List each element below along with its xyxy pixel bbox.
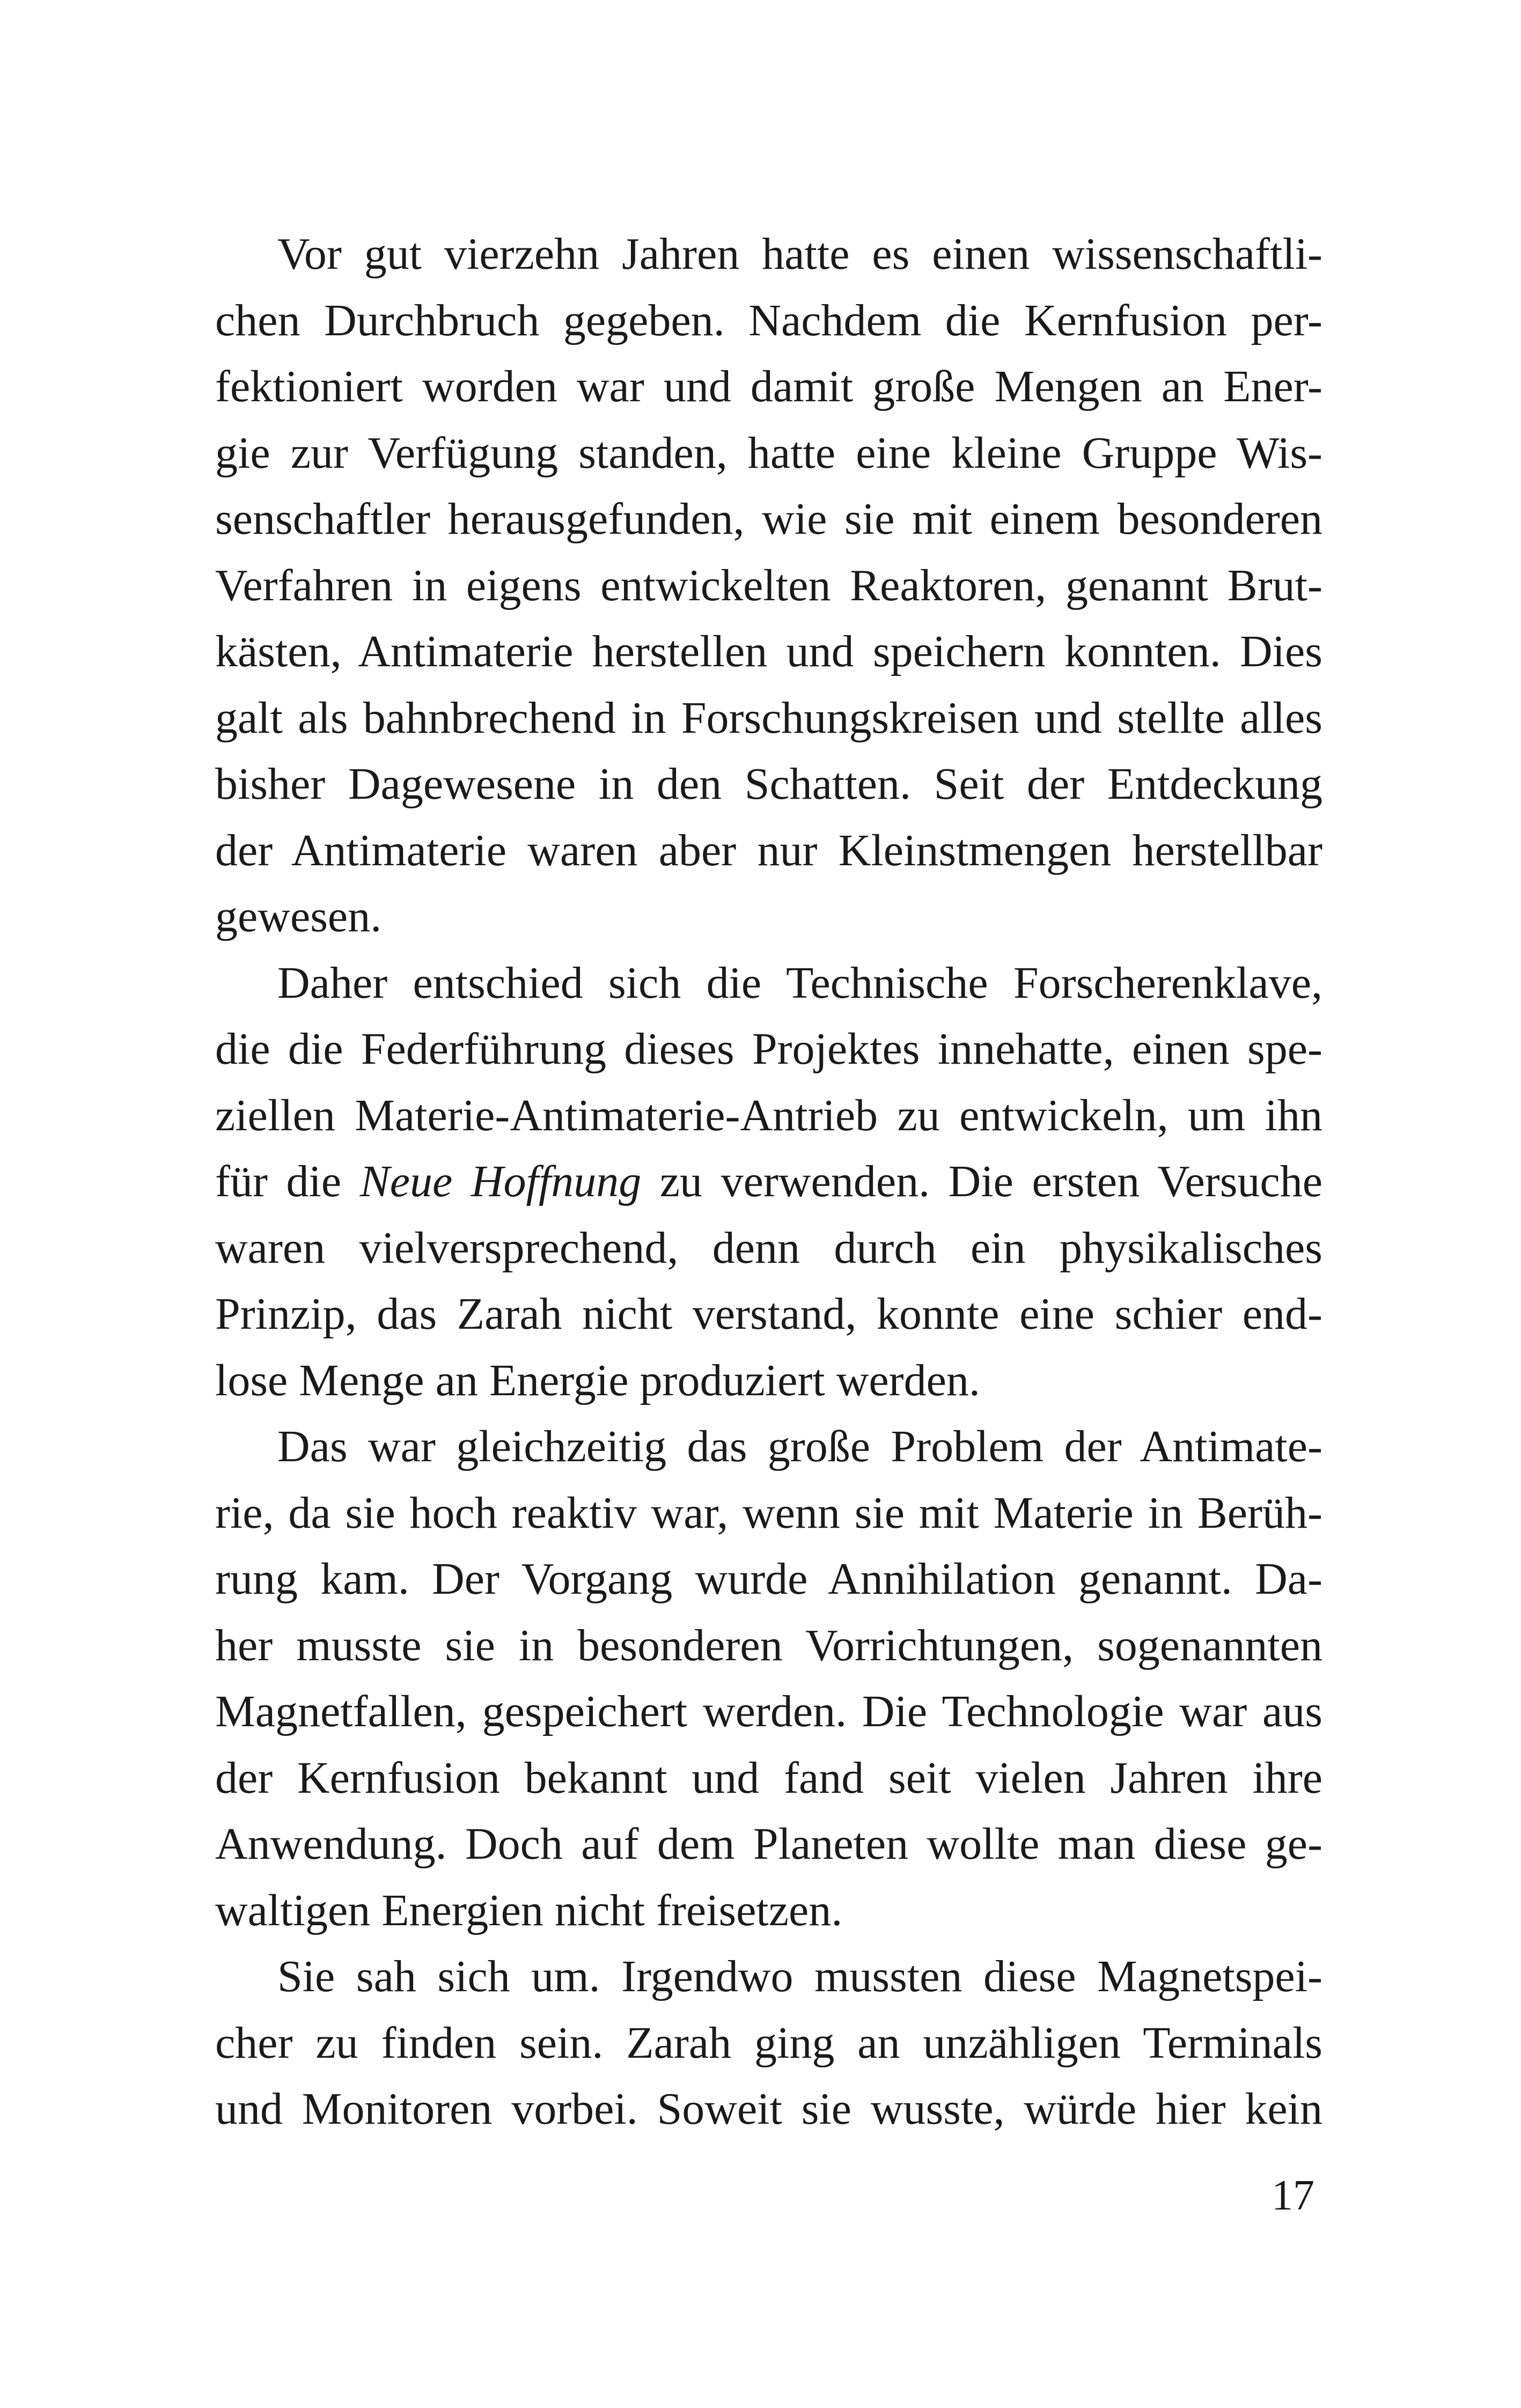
- text-line: Sie sah sich um. Irgendwo mussten diese Magnetspei-: [277, 1952, 1322, 2001]
- text-line: die die Federführung dieses Projektes innehatte, einen spe-: [215, 1024, 1322, 1074]
- text-line: senschaftler herausgefunden, wie sie mit einem besonderen: [215, 494, 1322, 544]
- text-line-with-italic: [215, 1148, 1322, 1215]
- text-line: Anwendung. Doch auf dem Planeten wollte man diese ge-: [215, 1819, 1322, 1869]
- text-line: Verfahren in eigens entwickelten Reaktoren, genannt Brut-: [215, 560, 1322, 610]
- text-line: der Antimaterie waren aber nur Kleinstmengen herstellbar: [215, 825, 1322, 875]
- text-line: gewesen.: [215, 892, 382, 941]
- text-line: galt als bahnbrechend in Forschungskreisen und stellte alles: [215, 693, 1322, 743]
- text-line: Magnetfallen, gespeichert werden. Die Technologie war aus: [215, 1687, 1322, 1736]
- text-line: bisher Dagewesene in den Schatten. Seit der Entdeckung: [215, 759, 1322, 809]
- text-line: ziellen Materie-Antimaterie-Antrieb zu entwickeln, um ihn: [215, 1090, 1322, 1140]
- text-line: kästen, Antimaterie herstellen und speichern konnten. Dies: [215, 627, 1322, 676]
- text-line: waltigen Energien nicht freisetzen.: [215, 1885, 843, 1935]
- text-line: und Monitoren vorbei. Soweit sie wusste, würde hier kein: [215, 2084, 1322, 2134]
- text-line: her musste sie in besonderen Vorrichtungen, sogenannten: [215, 1620, 1322, 1670]
- ship-name-italic: Neue Hoffnung: [359, 1157, 642, 1206]
- text-line: der Kernfusion bekannt und fand seit vielen Jahren ihre: [215, 1752, 1322, 1803]
- text-line: Das war gleichzeitig das große Problem der Antimate-: [277, 1422, 1322, 1471]
- text-line: waren vielversprechend, denn durch ein physikalisches: [215, 1223, 1322, 1273]
- text-line: Vor gut vierzehn Jahren hatte es einen wissenschaftli-: [277, 229, 1322, 279]
- text-line: rie, da sie hoch reaktiv war, wenn sie mit Materie in Berüh-: [215, 1487, 1322, 1538]
- page-number: 17: [1272, 2172, 1314, 2219]
- text-line: gie zur Verfügung standen, hatte eine kleine Gruppe Wis-: [215, 428, 1322, 478]
- body-text: [215, 221, 1322, 2142]
- text-line: chen Durchbruch gegeben. Nachdem die Kernfusion per-: [215, 295, 1322, 345]
- text-line: Prinzip, das Zarah nicht verstand, konnte eine schier end-: [215, 1289, 1322, 1339]
- text-line: fektioniert worden war und damit große Mengen an Ener-: [215, 362, 1322, 411]
- text-line: lose Menge an Energie produziert werden.: [215, 1355, 980, 1405]
- text-line: cher zu finden sein. Zarah ging an unzähligen Terminals: [215, 2017, 1322, 2068]
- text-run: für die: [215, 1157, 360, 1206]
- text-line: Daher entschied sich die Technische Forscherenklave,: [277, 958, 1322, 1008]
- text-run: zu verwenden. Die ersten Versuche: [641, 1157, 1322, 1206]
- text-line: rung kam. Der Vorgang wurde Annihilation genannt. Da-: [215, 1554, 1322, 1604]
